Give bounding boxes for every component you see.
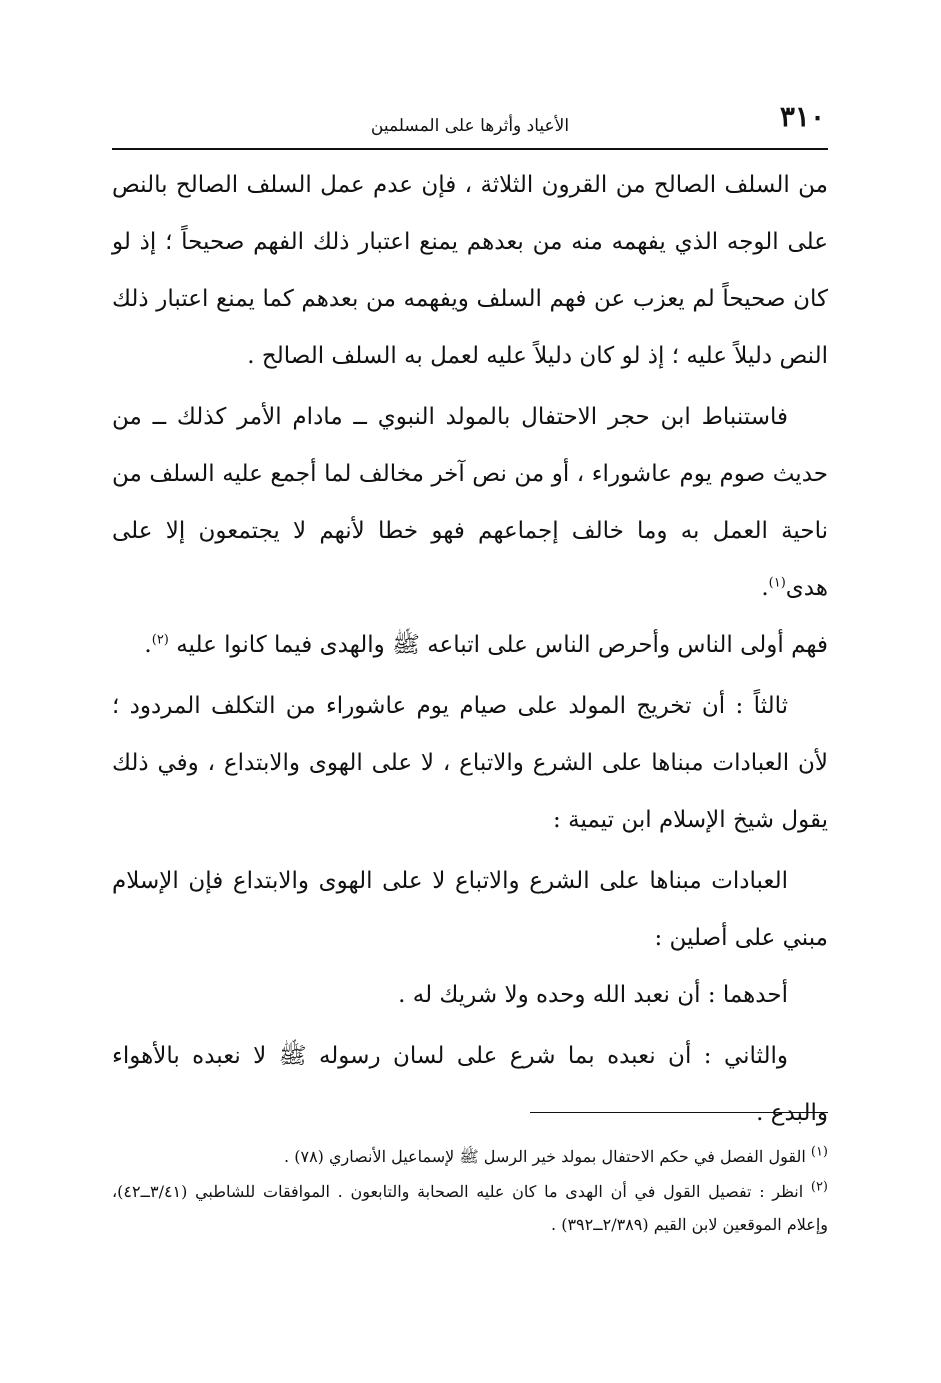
paragraph-4-text: ثالثاً : أن تخريج المولد على صيام يوم عاشوراء من التكلف المردود ؛ لأن العبادات مبناها على الشرع والاتباع ، لا على الهوى والابتداع ، وفي ذلك يقول شيخ الإسلام ابن تيمية : [112,693,828,833]
body-text [112,157,828,1142]
paragraph-1 [112,157,828,385]
footnote-1-marker: (١) [810,1144,828,1160]
paragraph-2-text: فاستنباط ابن حجر الاحتفال بالمولد النبوي ــ مادام الأمر كذلك ــ من حديث صوم يوم عاشوراء ، أو من نص آخر مخالف لما أجمع عليه السلف من ناحية العمل به وما خالف إجماعهم فهو خطا لأنهم لا يجتمعون إلا على هدى [112,404,828,601]
paragraph-5 [112,853,828,967]
footnote-ref-2[interactable]: (٢) [151,632,169,648]
header-rule [112,148,828,150]
running-title: الأعياد وأثرها على المسلمين [370,116,570,136]
footnote-rule [530,1112,828,1113]
paragraph-3-text: فهم أولى الناس وأحرص الناس على اتباعه ﷺ والهدى فيما كانوا عليه [176,632,828,658]
paragraph-7 [112,1028,828,1142]
footnote-2-text: انظر : تفصيل القول في أن الهدى ما كان عليه الصحابة والتابعون . الموافقات للشاطبي (٣/٤١ــ٤٢)، وإعلام الموقعين لابن القيم (٢/٣٨٩ــ٣٩٢) . [112,1182,828,1234]
paragraph-2: فاستنباط ابن حجر الاحتفال بالمولد النبوي ــ مادام الأمر كذلك ــ من حديث صوم يوم عاشوراء ، أو من نص آخر مخالف لما أجمع عليه السلف من ناحية العمل به وما خالف إجماعهم فهو خطا لأنهم لا يجتمعون إلا على هدى$^{(١)}$. [112,404,828,601]
paragraph-5-text: العبادات مبناها على الشرع والاتباع لا على الهوى والابتداع فإن الإسلام مبني على أصلين : [112,868,828,951]
page-number: ٣١٠ [779,100,825,133]
footnotes [112,1140,828,1241]
paragraph-3: فهم أولى الناس وأحرص الناس على اتباعه ﷺ والهدى فيما كانوا عليه $^{(٢)}$. [144,632,828,658]
paragraph-6-text: أحدهما : أن نعبد الله وحده ولا شريك له . [398,982,788,1008]
paragraph-7-text: والثاني : أن نعبده بما شرع على لسان رسوله ﷺ لا نعبده بالأهواء والبدع . [112,1043,828,1126]
footnote-1 [112,1140,828,1173]
footnote-ref-1[interactable]: (١) [768,575,786,591]
paragraph-1-text: من السلف الصالح من القرون الثلاثة ، فإن عدم عمل السلف الصالح بالنص على الوجه الذي يفهمه منه من بعدهم يمنع اعتبار ذلك الفهم صحيحاً ؛ إذ لو كان صحيحاً لم يعزب عن فهم السلف ويفهمه من بعدهم كما يمنع اعتبار ذلك النص دليلاً عليه ؛ إذ لو كان دليلاً عليه لعمل به السلف الصالح . [112,172,828,369]
page-header [115,100,825,150]
footnote-2-marker: (٢) [810,1179,828,1195]
paragraph-6 [112,967,828,1024]
footnote-2 [112,1175,828,1241]
footnote-1-text: القول الفصل في حكم الاحتفال بمولد خير الرسل ﷺ لإسماعيل الأنصاري (٧٨) . [284,1147,806,1166]
paragraph-4 [112,678,828,849]
